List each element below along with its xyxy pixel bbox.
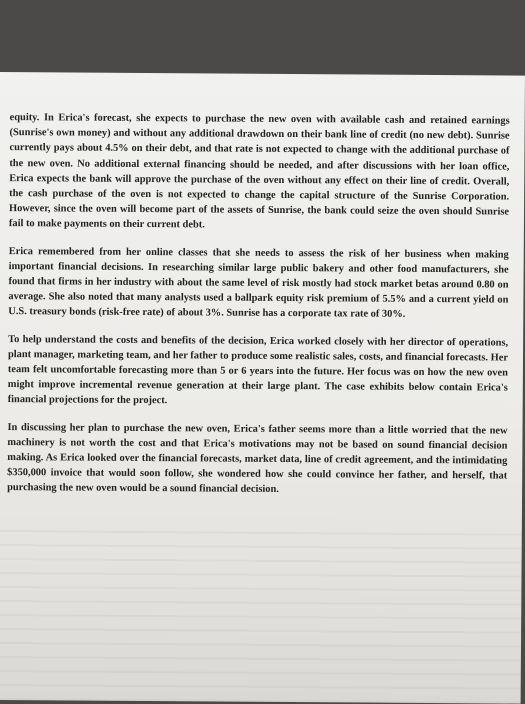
paragraph-risk-assessment: Erica remembered from her online classes that she needs to assess the risk of her business when making important financial decisions. In researching similar large public bakery and other food manufacturers, she found that firms in her industry with about the same level of risk mostly had stock market betas around 0.80 on average. She also noted that many analysts used a ballpark equity risk premium of 5.5% and a current yield on U.S. treasury bonds (risk-free rate) of about 3%. Sunrise has a corporate tax rate of 30%. bbox=[8, 245, 509, 321]
paragraph-father-concern: In discussing her plan to purchase the new oven, Erica's father seems more than a little worried that the new machinery is not worth the cost and that Erica's motivations may not be based on sound financial decision making. As Erica looked over the financial forecasts, market data, line of credit agreement, and the intimidating $350,000 invoice that would soon follow, she wondered how she could convince her father, and herself, that purchasing the new oven would be a sound financial decision. bbox=[7, 421, 508, 496]
document-page bbox=[0, 72, 525, 704]
paragraph-forecasts: To help understand the costs and benefits of the decision, Erica worked closely with her director of operations, plant manager, marketing team, and her father to produce some realistic sales, costs, and financial forecasts. Her team felt uncomfortable forecasting more than 5 or 6 years into the future. Her focus was on how the new oven might improve incremental revenue generation at their large plant. The case exhibits below contain Erica's financial projections for the project. bbox=[7, 333, 509, 407]
paragraph-capital-structure: equity. In Erica's forecast, she expects to purchase the new oven with available cash and retained earnings (Sunrise's own money) and without any additional drawdown on their bank line of credit (no new debt). Sunrise currently pays about 4.5% on their debt, and that rate is not expected to change with the additional purchase of the new oven. No additional external financing should be needed, and after discussions with her loan office, Erica expects the bank will approve the purchase of the oven without any effect on their line of credit. Overall, the cash purchase of the oven is not expected to change the capital structure of the Sunrise Corporation. However, since the oven will become part of the assets of Sunrise, the bank could seize the oven should Sunrise fail to make payments on their current debt. bbox=[8, 112, 510, 231]
document-body bbox=[7, 110, 510, 511]
bleed-through-texture bbox=[0, 530, 522, 704]
